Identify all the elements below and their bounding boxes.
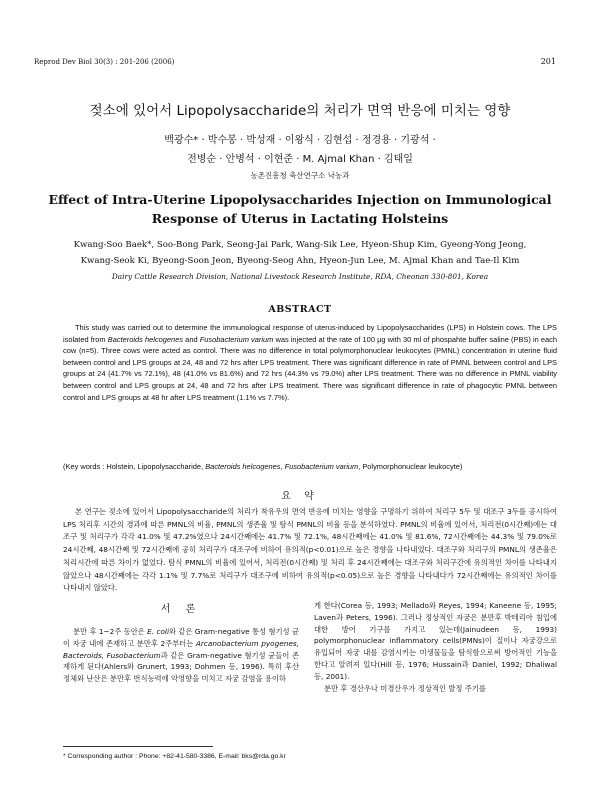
corresponding-author-footnote: * Corresponding author : Phone: +82-41-580-3386, E-mail: bks@rda.go.kr xyxy=(63,753,286,760)
korean-summary-body: 본 연구는 젖소에 있어서 Lipopolysaccharide의 처리가 착유우의 면역 반응에 미치는 영향을 구명하기 위하여 처리구 5두 및 대조구 3두를 공시하여 LPS 처리후 시간의 경과에 따른 PMNL의 비율, PMNL의 생존율 및 탐식 PMNL의 비율 등을 분석하였다. PMNL의 비율에 있어서, 처리전(0시간째)에는 대조구 및 처리구가 각각 41.0% 및 47.2%였으나 24시간째에는 41.7% 및 72.1%, 48시간째에는 41.0% 및 81.6%, 72시간째에는 44.3% 및 79.0%로 24시간째, 48시간째 및 72시간째에 공히 처리구가 대조구에 비하여 유의적(p<0.01)으로 높은 경향을 나타내었다. 대조구와 처리구의 PMNL의 생존율은 처리시간에 따른 차이가 없었다. 탐식 PMNL의 비율에 있어서, 처리전(0시간째) 및 처리 후 24시간째에는 대조구와 처리구간에 유의적인 차이를 나타내지 않았으나 48시간째에는 각각 1.1% 및 7.7%로 처리구가 대조구에 비하여 유의적(p<0.05)으로 높은 경향을 나타내다가 72시간째에는 유의적인 차이를 나타내지 않았다. xyxy=(63,507,557,593)
footnote-divider xyxy=(63,746,213,747)
korean-affiliation: 농촌진흥청 축산연구소 낙농과 xyxy=(250,171,350,180)
introduction-right-column xyxy=(314,600,557,694)
english-title-line2: Response of Uterus in Lactating Holsteins xyxy=(151,211,449,226)
english-authors-line1: Kwang-Soo Baek*, Soo-Bong Park, Seong-Jai Park, Wang-Sik Lee, Hyeon-Shup Kim, Gyeong-Yong Jeong, xyxy=(73,240,527,250)
introduction-left-column xyxy=(63,626,299,685)
english-title-line1: Effect of Intra-Uterine Lipopolysaccharides Injection on Immunological xyxy=(48,192,552,207)
intro-left-part1: 분만 후 1~2주 동안은 xyxy=(73,627,148,636)
korean-summary-heading: 요 약 xyxy=(281,491,319,502)
journal-citation: Reprod Dev Biol 30(3) : 201-206 (2006) xyxy=(34,58,175,66)
intro-species: Arcanobacterium pyogenes, Bacteroids, Fusobacterium xyxy=(63,638,299,660)
keywords-organism1: Bacteroids helcogenes xyxy=(205,462,281,471)
introduction-heading: 서 론 xyxy=(160,604,202,615)
abstract-organism2: Fusobacterium varium xyxy=(199,334,274,344)
intro-left-part3: 과 같은 Gram-negative 혐기성 균들이 존재하게 된다(Ahlers와 Grunert, 1993; Dohmen 등, 1996). 특히 후산정체와 난산은 분만후 번식능력에 악영향을 미치고 자궁 감염을 용이하 xyxy=(63,650,300,684)
abstract-organism1: Bacteroids helcogenes xyxy=(107,334,184,344)
abstract-heading: ABSTRACT xyxy=(268,304,332,315)
english-authors-line2: Kwang-Seok Ki, Byeong-Soon Jeon, Byeong-Seog Ahn, Hyeon-Jun Lee, M. Ajmal Khan and Tae-Il Kim xyxy=(80,256,520,266)
keywords-prefix: (Key words : Holstein, Lipopolysaccharide, xyxy=(63,462,206,471)
intro-ecoli: E. coli xyxy=(147,627,169,636)
abstract-body xyxy=(63,322,557,403)
korean-authors-line1: 백광수* · 박수봉 · 박성재 · 이왕식 · 김현섭 · 정경용 · 기광석 · xyxy=(164,135,436,146)
keywords-separator: , xyxy=(280,462,285,471)
abstract-text-part1: This study was carried out to determine the immunological response of uterus-induced by Lipopolysaccharides (LPS) in Holstein cows. The LPS isolated from xyxy=(63,323,557,344)
page-number: 201 xyxy=(540,57,556,66)
abstract-and: and xyxy=(183,334,200,344)
korean-title: 젖소에 있어서 Lipopolysaccharide의 처리가 면역 반응에 미치는 영향 xyxy=(89,103,511,119)
keywords-suffix: , Polymorphonuclear leukocyte) xyxy=(358,462,463,471)
korean-authors-line2: 전병순 · 안병석 · 이현준 · M. Ajmal Khan · 김태일 xyxy=(187,154,413,165)
english-affiliation: Dairy Cattle Research Division, National Livestock Research Institute, RDA, Cheonan 330-801, Korea xyxy=(111,272,489,281)
keywords-organism2: Fusobacterium varium xyxy=(284,462,359,471)
intro-right-text2: 분만 후 경산우나 미경산우가 정상적인 발정 주기를 xyxy=(324,683,486,693)
intro-left-part2: 와 같은 Gram-negative 통성 혐기성 균이 자궁 내에 존재하고 분만후 2주부터는 xyxy=(63,627,299,648)
abstract-text-part2: was injected at the rate of 100 μg with 30 ml of phospahte buffer saline (PBS) in each cow (n=5). Three cows were acted as control. There was no difference in total polymorphonuclear leukocytes (PMNL) concentration in uterine fluid between control and LPS groups at 24, 48 and 72 hrs after LPS treatment. There was significant difference in rate of PMNL between control and LPS groups at 24 (41.7% vs 72.1%), 48 (41.0% vs 81.6%) and 72 hrs (44.3% vs 79.0%) after LPS treatment. There was no difference in PMNL viability between control and LPS groups at 24, 48 and 72 hrs after LPS treatment. There was significant difference in rate of phagocytic PMNL between control and LPS groups at 48 hr after LPS treatment (1.1% vs 7.7%). xyxy=(63,334,557,402)
intro-right-text: 게 한다(Corea 등, 1993; Mellado와 Reyes, 1994; Kaneene 등, 1995; Laven과 Peters, 1996). 그러나 정상적인 자궁은 분만후 박테리아 침입에 대한 방어 기구를 가지고 있는데(Jainudeen 등, 1993) polymorphonuclear inflammatory cells(PMNs)이 질이나 자궁강으로 유입되어 자궁 내를 감염시키는 미생물들을 탐식함으로써 방어적인 기능을 한다고 알려져 있다(Hill 등, 1976; Hussain과 Daniel, 1992; Dhaliwal 등, 2001). xyxy=(314,601,557,681)
keywords xyxy=(63,461,557,473)
